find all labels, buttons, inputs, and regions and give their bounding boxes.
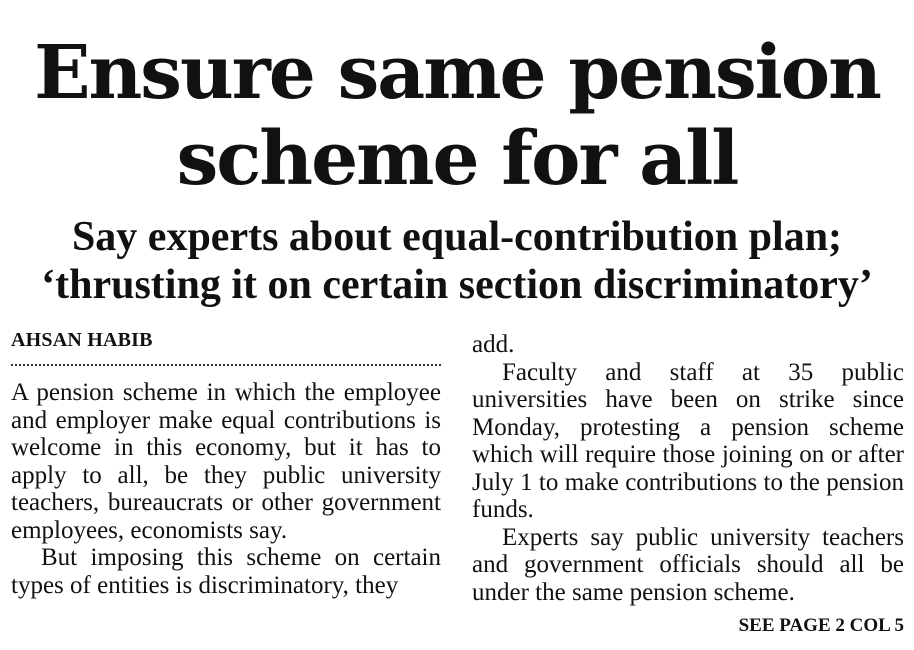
paragraph: A pension scheme in which the employee and employer make equal contributions is welcome in this economy, but it has to apply to all, be they public university teachers, bureaucrats or other government employees, economists say.: [11, 379, 441, 544]
dotted-divider: [11, 364, 441, 366]
headline: [0, 30, 914, 202]
subheadline-line-2: ‘thrusting it on certain section discriminatory’: [41, 262, 873, 308]
paragraph: But imposing this scheme on certain types of entities is discriminatory, they: [11, 544, 441, 599]
byline: AHSAN HABIB: [11, 329, 153, 351]
subheadline-line-1: Say experts about equal-contribution plan;: [71, 214, 843, 260]
paragraph: Faculty and staff at 35 public universities have been on strike since Monday, protesting a pension scheme which will require those joining on or after July 1 to make contributions to the pension funds.: [472, 358, 904, 523]
paragraph: Experts say public university teachers and government officials should all be under the same pension scheme.: [472, 523, 904, 606]
paragraph: add.: [472, 331, 515, 358]
continued-on-link[interactable]: SEE PAGE 2 COL 5: [738, 615, 904, 636]
headline-line-1: Ensure same pension: [34, 30, 880, 116]
subheadline: [0, 213, 914, 309]
headline-line-2: scheme for all: [176, 116, 738, 202]
article-column-right: [472, 331, 904, 606]
article-column-left: [11, 379, 441, 599]
